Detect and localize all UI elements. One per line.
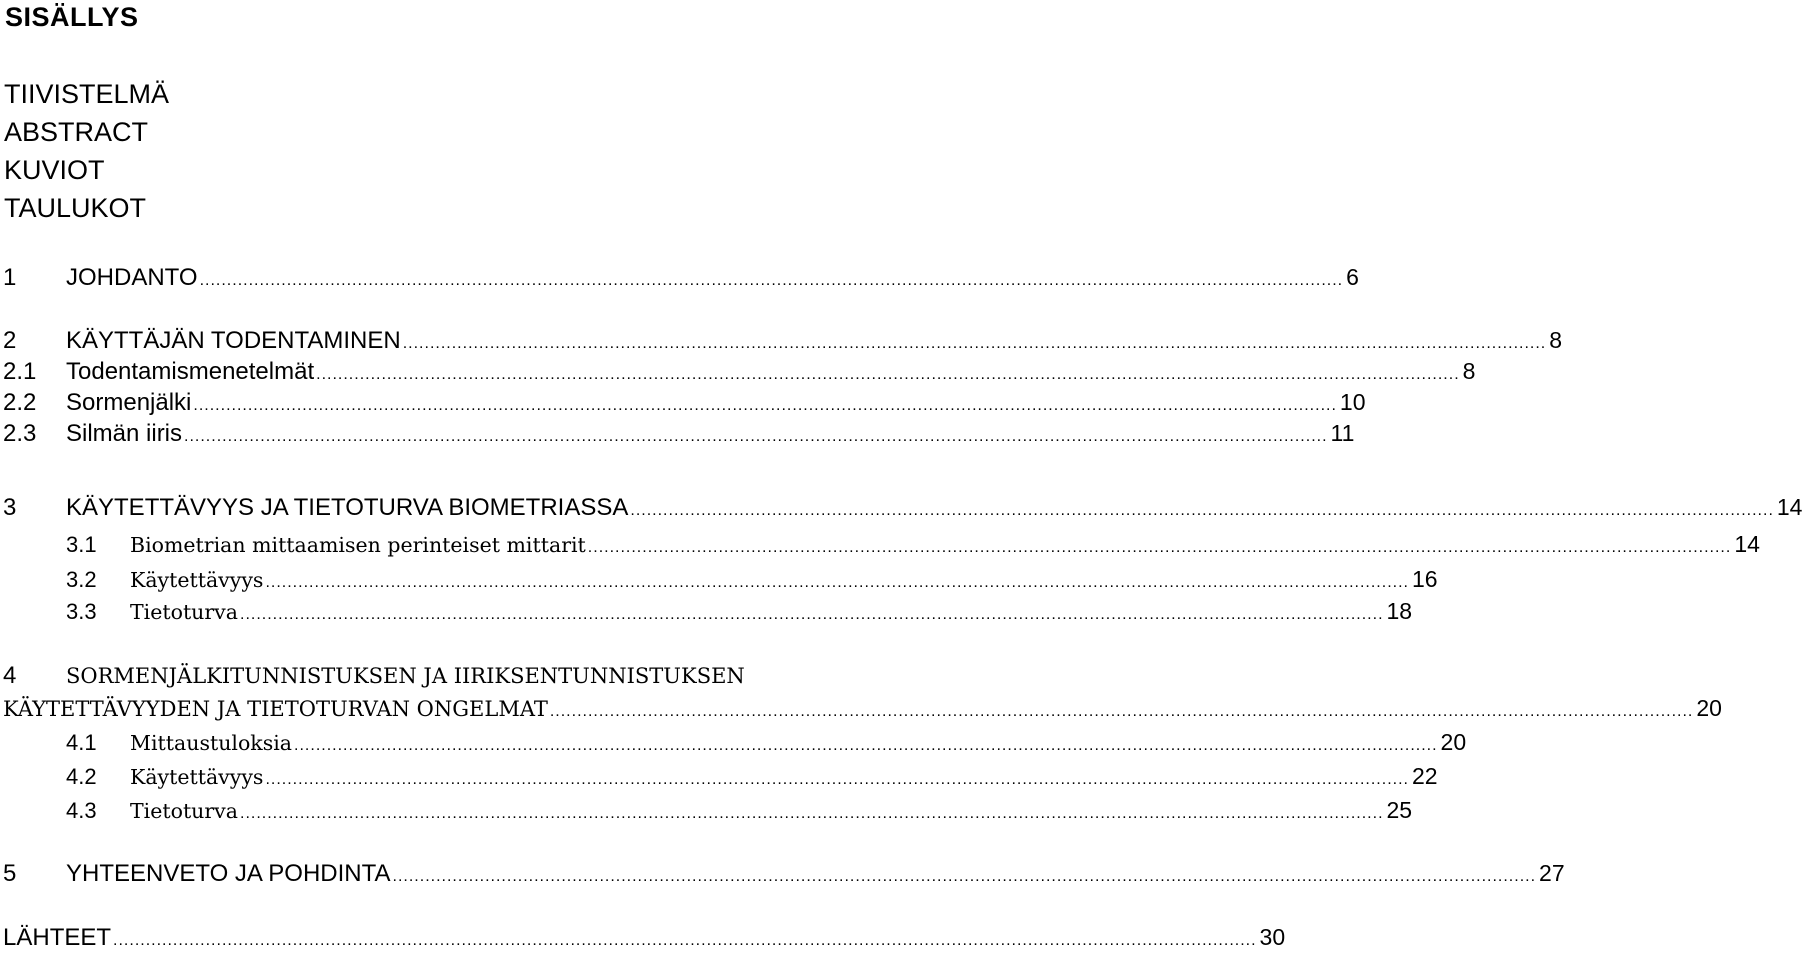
toc-entry-section-2-3[interactable] [3, 417, 1355, 449]
toc-entry-title: Tietoturva [130, 799, 238, 823]
toc-entry-section-3-2[interactable] [3, 563, 1438, 595]
toc-entry-title: YHTEENVETO JA POHDINTA [66, 860, 391, 887]
toc-entry-section-4-1[interactable] [3, 726, 1467, 758]
dot-leader [200, 265, 1344, 297]
dot-leader [550, 696, 1694, 728]
toc-entry-chapter-4[interactable] [3, 692, 1722, 724]
toc-entry-chapter-4-line-1[interactable] [3, 660, 745, 692]
toc-entry-section-4-3[interactable] [3, 794, 1413, 826]
toc-entry-page: 8 [1549, 327, 1563, 353]
toc-entry-title: Silmän iiris [66, 420, 183, 447]
toc-entry-title: Biometrian mittaamisen perinteiset mittarit [130, 533, 586, 557]
toc-entry-page: 14 [1776, 494, 1802, 520]
dot-leader [113, 925, 1257, 957]
toc-entry-number: 3.3 [66, 599, 97, 624]
toc-entry-title: LÄHTEET [3, 924, 112, 951]
toc-entry-title-continued: KÄYTETTÄVYYDEN JA TIETOTURVAN ONGELMAT [3, 697, 548, 721]
toc-entry-number: 2.1 [3, 358, 37, 385]
toc-entry-page: 8 [1462, 358, 1476, 384]
toc-entry-section-4-2[interactable] [3, 760, 1438, 792]
toc-entry-title: SORMENJÄLKITUNNISTUKSEN JA IIRIKSENTUNNISTUKSEN [66, 664, 745, 688]
toc-entry-title: Tietoturva [130, 600, 238, 624]
toc-entry-page: 25 [1386, 797, 1413, 823]
toc-entry-section-2-2[interactable] [3, 386, 1366, 418]
toc-entry-number: 4 [3, 662, 17, 689]
toc-entry-page: 11 [1330, 420, 1355, 446]
toc-entry-chapter-1[interactable] [3, 261, 1359, 293]
dot-leader [240, 599, 1384, 631]
front-matter-taulukot[interactable]: TAULUKOT [4, 193, 147, 223]
toc-entry-title: Sormenjälki [66, 389, 192, 416]
toc-entry-title: KÄYTETTÄVYYS JA TIETOTURVA BIOMETRIASSA [66, 494, 629, 521]
front-matter-kuviot[interactable]: KUVIOT [4, 155, 105, 185]
toc-entry-number: 4.3 [66, 798, 97, 823]
toc-entry-section-3-1[interactable] [3, 528, 1760, 560]
toc-entry-page: 18 [1386, 598, 1413, 624]
toc-entry-page: 6 [1346, 264, 1359, 290]
toc-entry-number: 4.1 [66, 730, 97, 755]
front-matter-tiivistelma[interactable]: TIIVISTELMÄ [4, 79, 170, 109]
toc-entry-section-2-1[interactable] [3, 355, 1476, 387]
toc-entry-title: JOHDANTO [66, 264, 198, 291]
toc-entry-number: 1 [3, 264, 17, 291]
toc-entry-number: 3.2 [66, 567, 97, 592]
dot-leader [240, 798, 1384, 830]
toc-entry-title: KÄYTTÄJÄN TODENTAMINEN [66, 327, 401, 354]
page-title: SISÄLLYS [5, 2, 139, 32]
toc-entry-section-3-3[interactable] [3, 595, 1413, 627]
toc-entry-number: 3.1 [66, 532, 97, 557]
toc-entry-page: 20 [1440, 729, 1467, 755]
toc-entry-title: Todentamismenetelmät [66, 358, 315, 385]
toc-entry-number: 2 [3, 327, 17, 354]
dot-leader [184, 421, 1328, 453]
dot-leader [294, 730, 1438, 762]
dot-leader [265, 764, 1409, 796]
front-matter-abstract[interactable]: ABSTRACT [4, 117, 149, 147]
toc-entry-page: 27 [1539, 860, 1565, 886]
dot-leader [630, 495, 1774, 527]
toc-entry-page: 10 [1339, 389, 1366, 415]
toc-entry-page: 16 [1411, 566, 1438, 592]
toc-entry-number: 5 [3, 860, 17, 887]
toc-entry-title: Käytettävyys [130, 568, 264, 592]
toc-entry-references[interactable] [3, 921, 1286, 953]
toc-entry-page: 30 [1259, 924, 1286, 950]
toc-entry-chapter-5[interactable] [3, 857, 1565, 889]
dot-leader [393, 861, 1537, 893]
toc-entry-number: 4.2 [66, 764, 97, 789]
toc-entry-chapter-2[interactable] [3, 324, 1563, 356]
toc-entry-number: 2.2 [3, 389, 37, 416]
toc-entry-page: 20 [1696, 695, 1722, 721]
dot-leader [588, 532, 1732, 564]
toc-entry-page: 22 [1411, 763, 1438, 789]
toc-entry-number: 2.3 [3, 420, 37, 447]
toc-entry-chapter-3[interactable] [3, 491, 1802, 523]
toc-entry-title: Mittaustuloksia [130, 731, 293, 755]
toc-entry-number: 3 [3, 494, 17, 521]
toc-entry-title: Käytettävyys [130, 765, 264, 789]
toc-entry-page: 14 [1734, 531, 1760, 557]
